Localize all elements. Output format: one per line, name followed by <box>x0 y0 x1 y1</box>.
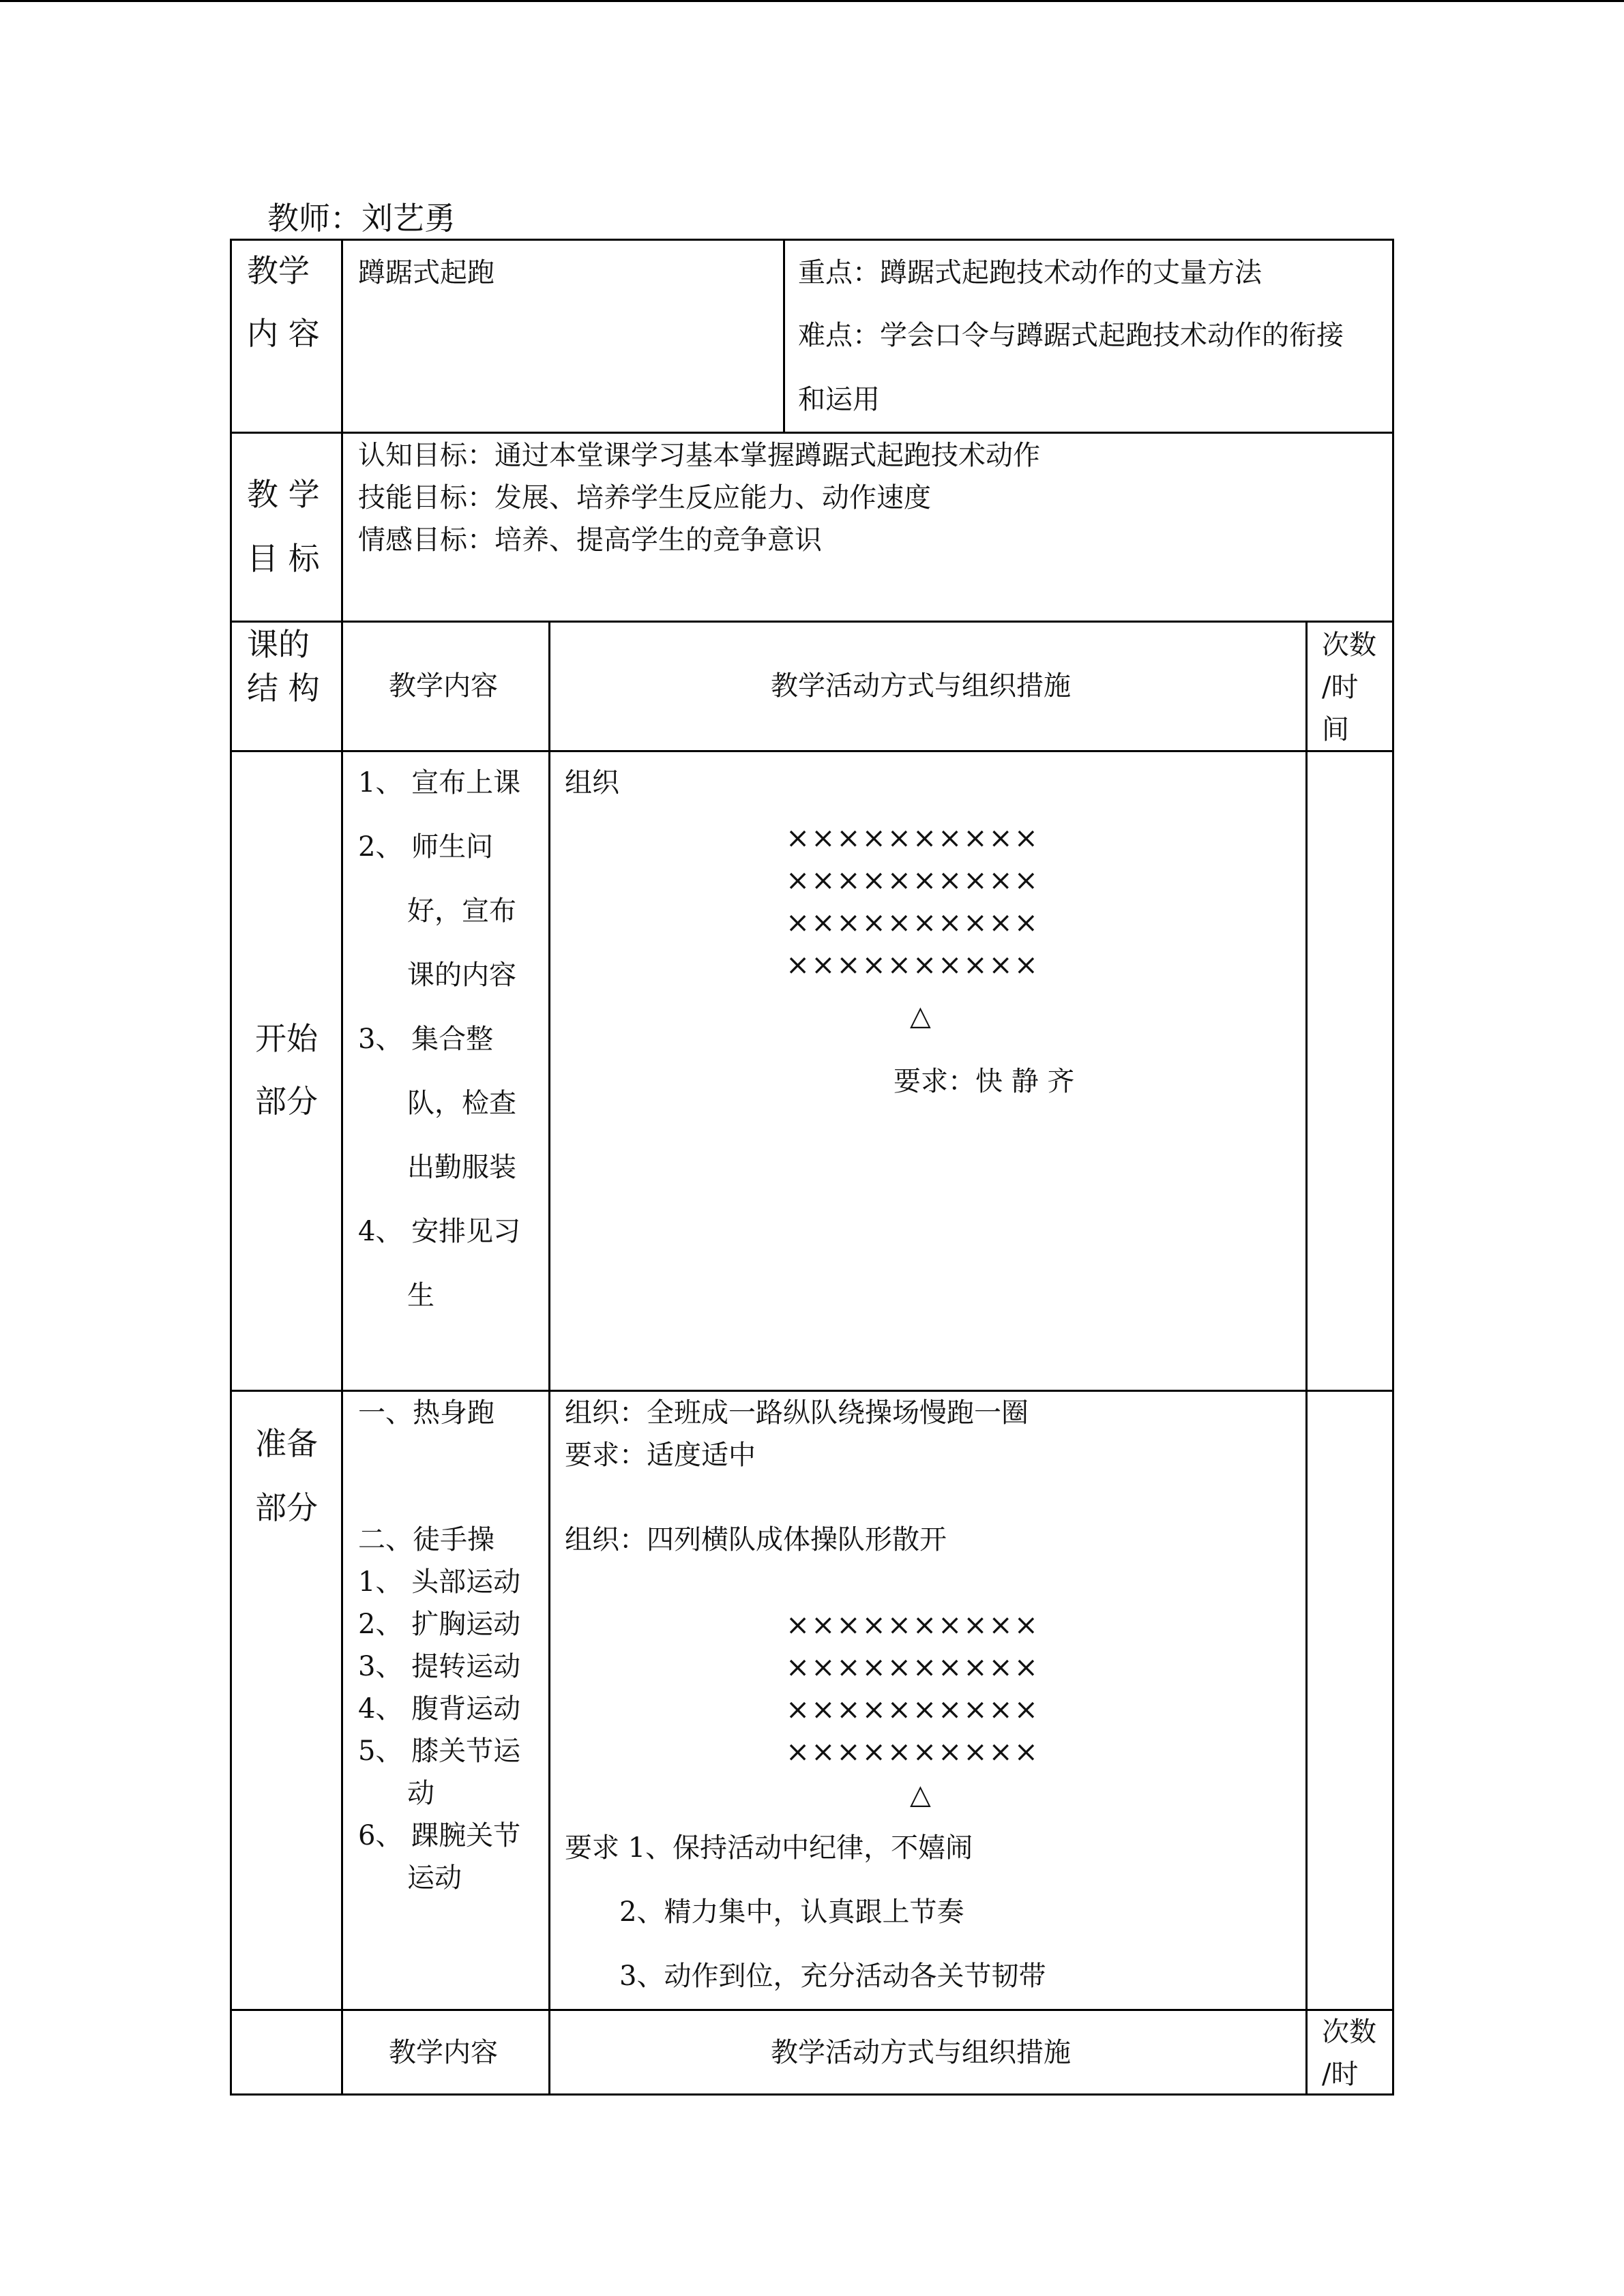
difficulty-line2: 和运用 <box>798 384 880 415</box>
start-content-line: 3、 集合整 <box>358 1024 494 1055</box>
difficulty-line1: 难点：学会口令与蹲踞式起跑技术动作的衔接 <box>798 320 1344 351</box>
prep-org1: 组织：全班成一路纵队绕操场慢跑一圈 <box>565 1397 1029 1429</box>
prep-org2: 组织：四列横队成体操队形散开 <box>565 1524 947 1555</box>
goal-skill: 技能目标：发展、培养学生反应能力、动作速度 <box>358 482 931 513</box>
prep-content-line: 3、 提转运动 <box>358 1651 521 1682</box>
formation-row: ×××××××××× <box>786 863 1039 897</box>
footer-time-b: /时 <box>1322 2059 1359 2090</box>
goal-emotion: 情感目标：培养、提高学生的竞争意识 <box>358 524 822 556</box>
start-content-line: 生 <box>407 1280 434 1311</box>
teacher-position-mark: △ <box>910 1000 931 1032</box>
start-content-line: 队，检查 <box>407 1088 516 1119</box>
prep-content-line: 6、 踝腕关节 <box>358 1820 521 1851</box>
prep-content-line: 5、 膝关节运 <box>358 1735 521 1767</box>
start-label-b: 部分 <box>255 1083 318 1120</box>
start-org-label: 组织 <box>565 767 619 799</box>
row1-label-a: 教学 <box>247 252 310 289</box>
start-content-line: 1、 宣布上课 <box>358 767 521 799</box>
prep-label-b: 部分 <box>255 1489 318 1526</box>
row2-label-b: 目 标 <box>247 540 320 577</box>
start-label-a: 开始 <box>255 1020 318 1057</box>
start-content-line: 4、 安排见习 <box>358 1216 521 1247</box>
header-time-a: 次数 <box>1322 629 1376 661</box>
teacher-name: 教师：刘艺勇 <box>267 200 456 237</box>
start-content-line: 2、 师生问 <box>358 831 494 863</box>
formation-row: ×××××××××× <box>786 1650 1039 1684</box>
header-time-c: 间 <box>1322 714 1349 745</box>
prep-label-a: 准备 <box>255 1425 318 1462</box>
header-activity: 教学活动方式与组织措施 <box>771 670 1071 702</box>
key-point: 重点：蹲踞式起跑技术动作的丈量方法 <box>798 257 1262 288</box>
footer-content: 教学内容 <box>389 2037 498 2068</box>
prep-req-line: 要求 1、保持活动中纪律，不嬉闹 <box>565 1832 973 1864</box>
prep-content-line: 动 <box>407 1778 434 1809</box>
top-border <box>0 0 1624 2</box>
formation-row: ×××××××××× <box>786 1608 1039 1641</box>
prep-req-line: 2、精力集中，认真跟上节奏 <box>619 1896 964 1928</box>
teacher-position-mark: △ <box>910 1779 931 1810</box>
header-content: 教学内容 <box>389 670 498 702</box>
prep-content-line: 2、 扩胸运动 <box>358 1609 521 1640</box>
header-time-b: /时 <box>1322 672 1359 703</box>
start-content-line: 好，宣布 <box>407 895 516 927</box>
start-content-line: 出勤服装 <box>407 1152 516 1183</box>
prep-content-line: 运动 <box>407 1862 462 1894</box>
prep-content-line: 1、 头部运动 <box>358 1566 521 1598</box>
row2-label-a: 教 学 <box>247 476 320 513</box>
prep-content-line: 4、 腹背运动 <box>358 1693 521 1725</box>
formation-row: ×××××××××× <box>786 821 1039 854</box>
lesson-topic: 蹲踞式起跑 <box>358 257 494 288</box>
header-structure-a: 课的 <box>247 626 310 663</box>
prep-content-line: 二、徒手操 <box>358 1524 494 1555</box>
header-structure-b: 结 构 <box>247 670 320 706</box>
prep-req1: 要求：适度适中 <box>565 1440 756 1471</box>
prep-req-line: 3、动作到位，充分活动各关节韧带 <box>619 1960 1046 1992</box>
start-requirement: 要求：快 静 齐 <box>894 1066 1075 1097</box>
footer-activity: 教学活动方式与组织措施 <box>771 2037 1071 2068</box>
formation-row: ×××××××××× <box>786 1735 1039 1768</box>
goal-cognitive: 认知目标：通过本堂课学习基本掌握蹲踞式起跑技术动作 <box>358 440 1040 471</box>
formation-row: ×××××××××× <box>786 1693 1039 1726</box>
footer-time-a: 次数 <box>1322 2016 1376 2048</box>
prep-content-line: 一、热身跑 <box>358 1397 494 1429</box>
start-content-line: 课的内容 <box>407 959 516 991</box>
formation-row: ×××××××××× <box>786 948 1039 981</box>
row1-label-b: 内 容 <box>247 315 320 352</box>
formation-row: ×××××××××× <box>786 906 1039 939</box>
